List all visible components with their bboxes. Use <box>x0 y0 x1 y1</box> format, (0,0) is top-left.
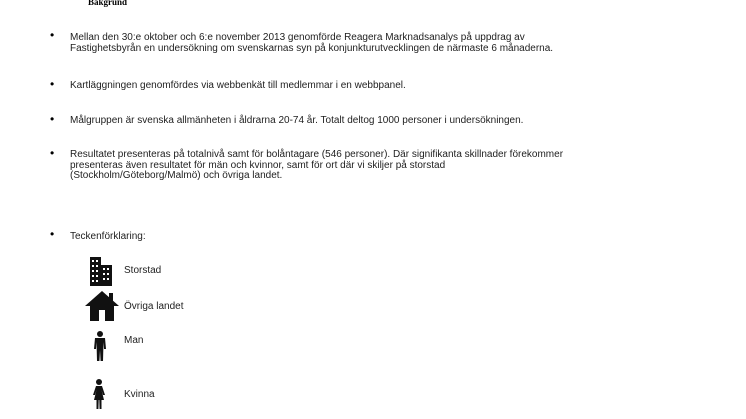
man-icon <box>94 331 106 361</box>
legend-label-storstad: Storstad <box>124 265 162 276</box>
buildings-icon <box>90 257 112 286</box>
page-title: Bakgrund <box>88 0 128 7</box>
house-icon <box>85 291 119 321</box>
woman-icon <box>92 379 106 409</box>
legend-label-man: Man <box>124 335 144 346</box>
bullet-text-intro: Mellan den 30:e oktober och 6:e november 2013 genomförde Reagera Marknadsanalys på uppdrag av Fastighetsbyrån en undersökning om svenskarnas syn på konjunkturutvecklingen de närmaste 6 månaderna. <box>70 32 554 54</box>
bullet-text-legend-heading: Teckenförklaring: <box>70 231 146 242</box>
bullet-marker: • <box>50 112 55 126</box>
legend-label-kvinna: Kvinna <box>124 389 155 400</box>
bullet-text-target-group: Målgruppen är svenska allmänheten i åldrarna 20-74 år. Totalt deltog 1000 personer i undersökningen. <box>70 115 524 126</box>
bullet-marker: • <box>50 77 55 91</box>
bullet-marker: • <box>50 28 55 42</box>
legend-label-ovriga-landet: Övriga landet <box>124 301 184 312</box>
bullet-marker: • <box>50 227 55 241</box>
bullet-marker: • <box>50 146 55 160</box>
bullet-text-results: Resultatet presenteras på totalnivå samt för bolåntagare (546 personer). Där signifikanta skillnader förekommer presenteras även resultatet för män och kvinnor, samt för ort där vi skiljer på storstad (Stockholm/Göteborg/Malmö) och övriga landet. <box>70 149 564 181</box>
bullet-text-method: Kartläggningen genomfördes via webbenkät till medlemmar i en webbpanel. <box>70 80 406 91</box>
